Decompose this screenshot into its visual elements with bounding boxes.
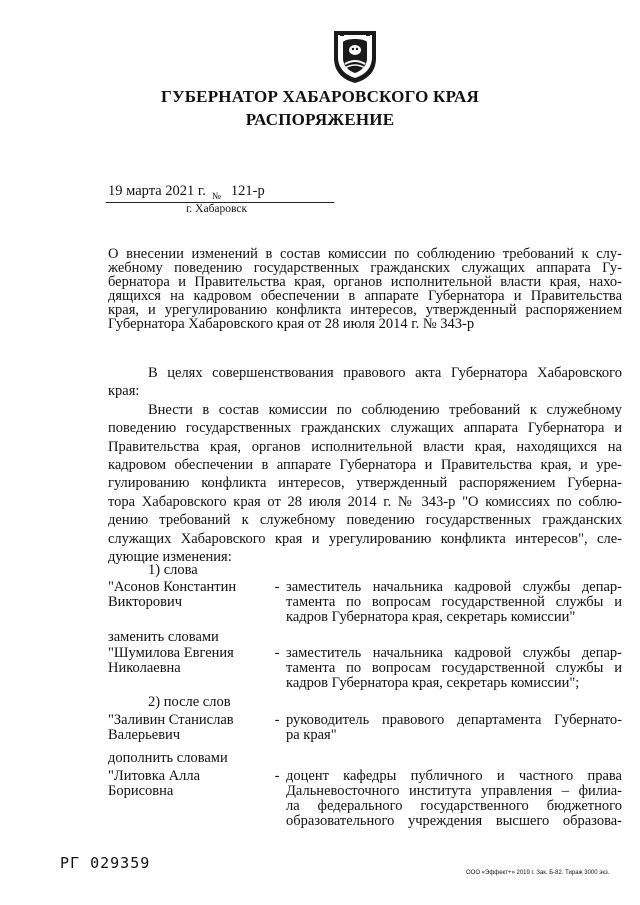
add-label: дополнить словами <box>108 750 228 766</box>
document-date: 19 марта 2021 г. <box>108 183 206 199</box>
subject-line: дящихся на кадровом обеспечении в аппарате Губернатора и Правительства <box>108 288 622 304</box>
subject-line: края, и урегулированию конфликта интересов, утвержденный распоряжением <box>108 302 622 318</box>
body-line: гулированию конфликта интересов, утвержденный распоряжением Губерна- <box>108 475 622 492</box>
document-type: РАСПОРЯЖЕНИЕ <box>245 110 395 129</box>
replace-label: заменить словами <box>108 629 219 645</box>
printer-imprint: ООО «Эффект+» 2019 г. Зак. Б-82. Тираж 3000 экз. <box>466 870 610 876</box>
entry-description: доцент кафедры публичного и частного права Дальневосточного института управления – филиа- ла федерального государственного бюджетного образовательного учреждения высшего образова- <box>286 768 622 829</box>
subject-line: О внесении изменений в состав комиссии по соблюдению требований к слу- <box>108 246 622 262</box>
date-number-line <box>108 183 265 200</box>
body-line: кадровом обеспечении в аппарате Губернатора и Правительства края, и уре- <box>108 457 622 474</box>
number-label: № <box>211 192 221 202</box>
subject-line: бернатора и Правительства края, органов исполнительной власти края, нахо- <box>108 274 622 290</box>
body-line: дующие изменения: <box>108 549 232 566</box>
body-line: В целях совершенствования правового акта Губернатора Хабаровского <box>148 365 622 381</box>
entry-description: заместитель начальника кадровой службы депар- тамента по вопросам государственной службы и кадров Губернатора края, секретарь комиссии"; <box>286 645 622 691</box>
entry-name: "Заливин Станислав Валерьевич <box>108 712 234 743</box>
entry-name: "Шумилова Евгения Николаевна <box>108 645 234 676</box>
coat-of-arms-icon <box>330 28 380 84</box>
entry-name: "Асонов Константин Викторович <box>108 579 237 610</box>
body-line: Внести в состав комиссии по соблюдению требований к служебному <box>148 401 622 418</box>
entry-dash: - <box>274 712 280 728</box>
city: г. Хабаровск <box>186 203 248 215</box>
entry-description: заместитель начальника кадровой службы депар- тамента по вопросам государственной службы и кадров Губернатора края, секретарь комиссии" <box>286 579 622 625</box>
registration-number: РГ 029359 <box>60 854 151 872</box>
subject-line: Губернатора Хабаровского края от 28 июля 2014 г. № 343-р <box>108 316 475 332</box>
document-number: 121-р <box>230 183 265 199</box>
entry-dash: - <box>274 645 280 661</box>
subject-block <box>108 247 622 331</box>
body-line: тора Хабаровского края от 28 июля 2014 г. № 343-р "О комиссиях по соблю- <box>108 493 622 510</box>
body-line: дению требований к служебному поведению государственных гражданских <box>108 512 622 529</box>
entry-description: руководитель правового департамента Губернато- ра края" <box>286 712 622 743</box>
entry-name: "Литовка Алла Борисовна <box>108 768 201 799</box>
item-1-label: 1) слова <box>148 562 198 578</box>
authority-title: ГУБЕРНАТОР ХАБАРОВСКОГО КРАЯ <box>161 87 479 106</box>
body-line: края: <box>108 383 140 400</box>
body-text <box>108 364 622 566</box>
body-line: поведению государственных гражданских служащих аппарата Губернатора и <box>108 420 622 437</box>
entry-dash: - <box>274 768 280 784</box>
body-line: Правительства края, органов исполнительной власти края, находящихся на <box>108 438 622 455</box>
body-line: служащих Хабаровского края и урегулированию конфликта интересов", сле- <box>108 530 622 547</box>
subject-line: жебному поведению государственных гражданских служащих аппарата Гу- <box>108 260 622 276</box>
entry-dash: - <box>274 579 280 595</box>
item-2-label: 2) после слов <box>148 694 231 710</box>
